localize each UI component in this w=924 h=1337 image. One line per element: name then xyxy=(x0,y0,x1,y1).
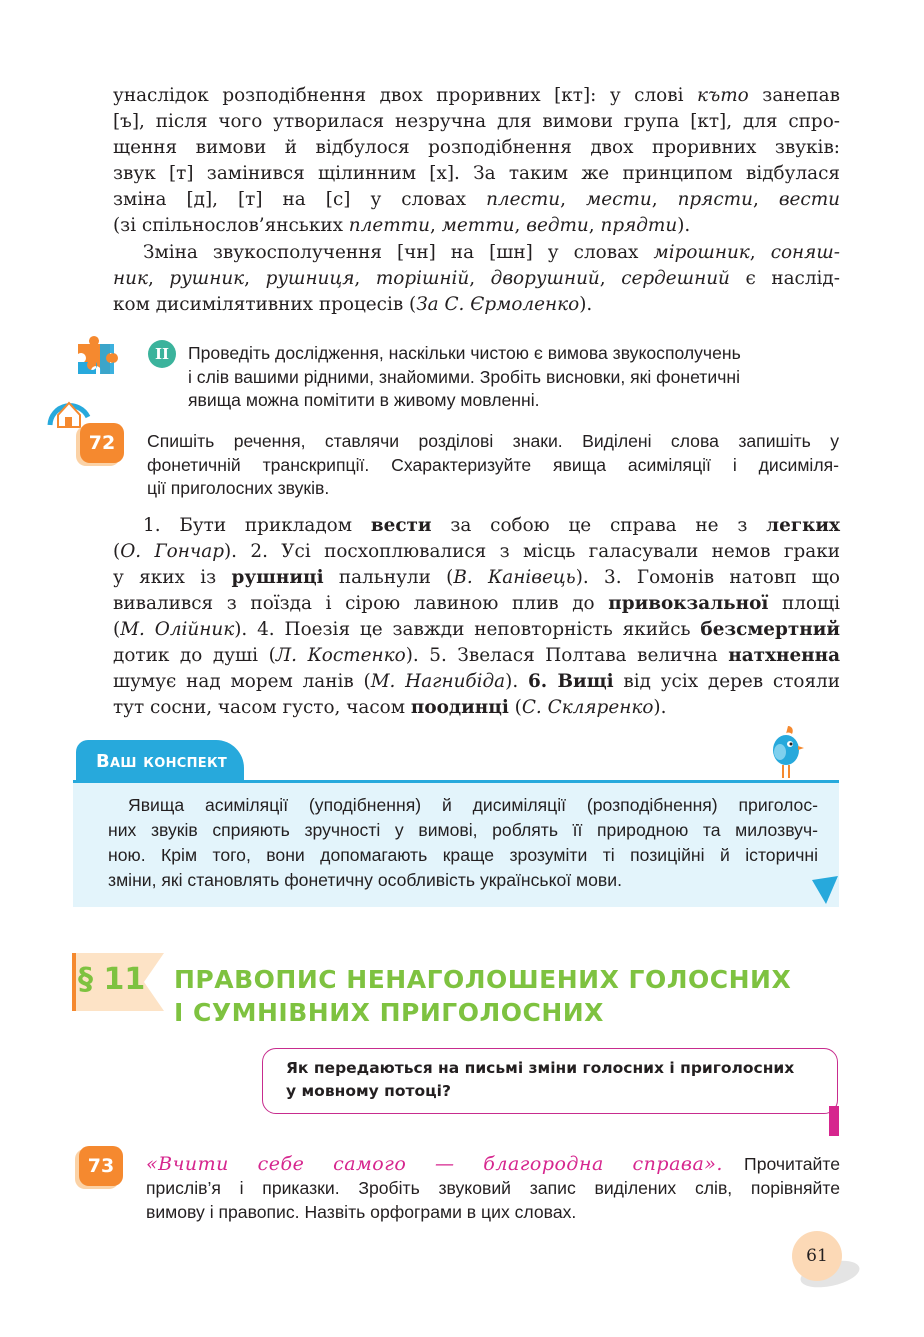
italic-text: ведти xyxy=(526,215,589,236)
italic-text: мести xyxy=(585,189,652,210)
text-run: ( xyxy=(113,619,121,640)
text-run: ). xyxy=(505,671,528,692)
intro-paragraph xyxy=(113,83,840,239)
text-line xyxy=(113,565,840,591)
text-run: ). xyxy=(653,697,667,718)
konspekt-text xyxy=(108,793,818,893)
text-line xyxy=(113,539,840,565)
text-run: [ъ], після чого утворилася незручна для вимови група [кт], для спро- xyxy=(113,111,840,132)
text-line xyxy=(113,161,840,187)
text-run: ком дисимілятивних процесів ( xyxy=(113,294,417,315)
text-line xyxy=(113,109,840,135)
text-run: , xyxy=(599,268,622,289)
text-run: , xyxy=(429,215,442,236)
text-run: ( xyxy=(508,697,522,718)
bold-word: легких xyxy=(766,515,840,536)
bold-word: привокзальної xyxy=(608,593,769,614)
bold-word: 6. Вищі xyxy=(527,671,614,692)
text-run: зміна [д], [т] на [с] у словах xyxy=(113,189,487,210)
text-line xyxy=(113,187,840,213)
bold-word: рушниці xyxy=(231,567,324,588)
proverb: «Вчити себе самого — благородна справа». xyxy=(146,1153,723,1175)
task-73-line: прислів’я і приказки. Зробіть звуковий запис виділених слів, порівняйте xyxy=(146,1178,840,1198)
text-run: шумує над морем ланів ( xyxy=(113,671,371,692)
konspekt-line: ною. Крім того, вони допомагають краще зрозуміти ті позиційні й історичні xyxy=(108,845,818,865)
text-line xyxy=(113,83,840,109)
konspekt-line: них звуків сприяють зручності у вимові, роблять її природною та милозвуч- xyxy=(108,820,818,840)
text-line xyxy=(113,669,840,695)
task-73-first-line-rest: Прочитайте xyxy=(722,1154,840,1174)
task-72-number: 72 xyxy=(80,423,124,463)
italic-text: рушник xyxy=(169,268,245,289)
text-line xyxy=(113,617,840,643)
puzzle-icon xyxy=(74,336,120,378)
text-run: , xyxy=(354,268,376,289)
question-box-tail xyxy=(829,1106,839,1136)
text-run: , xyxy=(588,215,601,236)
text-run: вивалився з поїзда і сірою лавиною плив до xyxy=(113,593,609,614)
italic-text: прясти xyxy=(677,189,753,210)
italic-text: плести xyxy=(486,189,561,210)
bird-icon xyxy=(764,722,806,782)
text-run: ). 3. Гомонів натовп що xyxy=(575,567,840,588)
section-title xyxy=(174,963,791,1029)
text-run: площі xyxy=(768,593,840,614)
bold-word: поодинці xyxy=(410,697,509,718)
text-line xyxy=(113,695,840,721)
italic-text: О. Гончар xyxy=(120,541,224,562)
section-title-line: ПРАВОПИС НЕНАГОЛОШЕНИХ ГОЛОСНИХ xyxy=(174,965,792,994)
key-question-line: Як передаються на письмі зміни голосних і приголосних xyxy=(286,1059,795,1077)
research-line: Проведіть дослідження, наскільки чистою є вимова звукосполучень xyxy=(188,343,741,363)
text-run: ). 5. Звелася Полтава велична xyxy=(405,645,729,666)
section-title-line: І СУМНІВНИХ ПРИГОЛОСНИХ xyxy=(174,998,604,1027)
research-task xyxy=(188,342,840,413)
text-run: (зі спільнослов’янських xyxy=(113,215,349,236)
text-run: у яких із xyxy=(113,567,232,588)
task-72-line: Спишіть речення, ставлячи розділові знаки. Виділені слова запишіть у xyxy=(147,431,839,451)
italic-text: плетти xyxy=(348,215,430,236)
text-run: , xyxy=(514,215,527,236)
text-line xyxy=(113,591,840,617)
text-line xyxy=(113,513,840,539)
konspekt-line: Явища асиміляції (уподібнення) й дисиміляції (розподібнення) приголос- xyxy=(128,795,818,815)
task-72-instructions xyxy=(147,430,839,501)
italic-text: М. Олійник xyxy=(120,619,235,640)
italic-text: вести xyxy=(778,189,840,210)
task-73-first-line xyxy=(146,1152,840,1176)
italic-text: торішній xyxy=(375,268,470,289)
text-run: дотик до душі ( xyxy=(113,645,276,666)
text-run: , xyxy=(749,242,771,263)
page-number: 61 xyxy=(792,1231,842,1281)
task-72-line: ції приголосних звуків. xyxy=(147,478,330,498)
text-run: є наслід- xyxy=(729,268,840,289)
difficulty-badge: II xyxy=(148,340,176,368)
italic-text: метти xyxy=(441,215,515,236)
section-number: § 11 xyxy=(78,962,146,997)
text-run: пальнули ( xyxy=(323,567,454,588)
italic-text: мірошник xyxy=(653,242,750,263)
task-73-instructions xyxy=(146,1152,840,1224)
text-run: , xyxy=(560,189,586,210)
text-run: тут сосни, часом густо, часом xyxy=(113,697,411,718)
text-run: , xyxy=(147,268,170,289)
italic-text: ник xyxy=(113,268,148,289)
italic-text: къто xyxy=(697,85,749,106)
text-run: унаслідок розподібнення двох проривних [кт]: у слові xyxy=(113,85,697,106)
text-run: ). 4. Поезія це завжди неповторність якийсь xyxy=(234,619,701,640)
research-line: і слів вашими рідними, знайомими. Зробіть висновки, які фонетичні xyxy=(188,366,740,387)
italic-text: В. Канівець xyxy=(453,567,576,588)
text-run: , xyxy=(244,268,266,289)
bold-word: натхненна xyxy=(728,645,841,666)
bold-word: безсмертний xyxy=(700,619,840,640)
konspekt-line: зміни, які становлять фонетичну особливість української мови. xyxy=(108,870,622,890)
text-line xyxy=(113,292,840,318)
text-run: ( xyxy=(113,541,121,562)
text-run: , xyxy=(752,189,779,210)
text-line xyxy=(113,643,840,669)
text-run: занепав xyxy=(748,85,840,106)
text-line xyxy=(113,240,840,266)
text-run: щення вимови й відбулося розподібнення двох проривних звуків: xyxy=(113,137,840,158)
research-line: явища можна помітити в живому мовленні. xyxy=(188,390,540,410)
text-run: від усіх дерев стояли xyxy=(613,671,840,692)
text-run: ). xyxy=(579,294,593,315)
text-run: звук [т] замінився щілинним [х]. За таким же принципом відбулася xyxy=(113,163,840,184)
text-run: за собою це справа не з xyxy=(431,515,767,536)
konspekt-title: Ваш конспект xyxy=(76,740,244,782)
italic-text: дворушний xyxy=(490,268,600,289)
italic-text: М. Нагнибіда xyxy=(370,671,506,692)
italic-text: прядти xyxy=(600,215,678,236)
italic-text: За С. Єрмоленко xyxy=(416,294,580,315)
text-line xyxy=(113,213,840,239)
text-run: , xyxy=(469,268,491,289)
dissimilation-paragraph xyxy=(113,240,840,318)
italic-text: соняш- xyxy=(770,242,840,263)
italic-text: рушниця xyxy=(265,268,355,289)
text-run: 1. Бути прикладом xyxy=(143,515,371,536)
key-question-line: у мовному потоці? xyxy=(286,1082,451,1100)
text-run: ). xyxy=(677,215,691,236)
italic-text: сердешний xyxy=(621,268,730,289)
task-73-line: вимову і правопис. Назвіть орфограми в цих словах. xyxy=(146,1202,577,1222)
text-run: Зміна звукосполучення [чн] на [шн] у словах xyxy=(143,242,654,263)
text-run: ). 2. Усі посхоплювалися з місць галасували немов граки xyxy=(224,541,840,562)
italic-text: С. Скляренко xyxy=(521,697,654,718)
text-line xyxy=(113,135,840,161)
task-73-number: 73 xyxy=(79,1146,123,1186)
task-72-line: фонетичній транскрипції. Схарактеризуйте явища асиміляції і дисиміля- xyxy=(147,454,839,475)
task-72-sentences xyxy=(113,513,840,721)
text-run: , xyxy=(651,189,678,210)
bold-word: вести xyxy=(370,515,432,536)
text-line xyxy=(113,266,840,292)
italic-text: Л. Костенко xyxy=(275,645,406,666)
key-question xyxy=(286,1057,794,1103)
